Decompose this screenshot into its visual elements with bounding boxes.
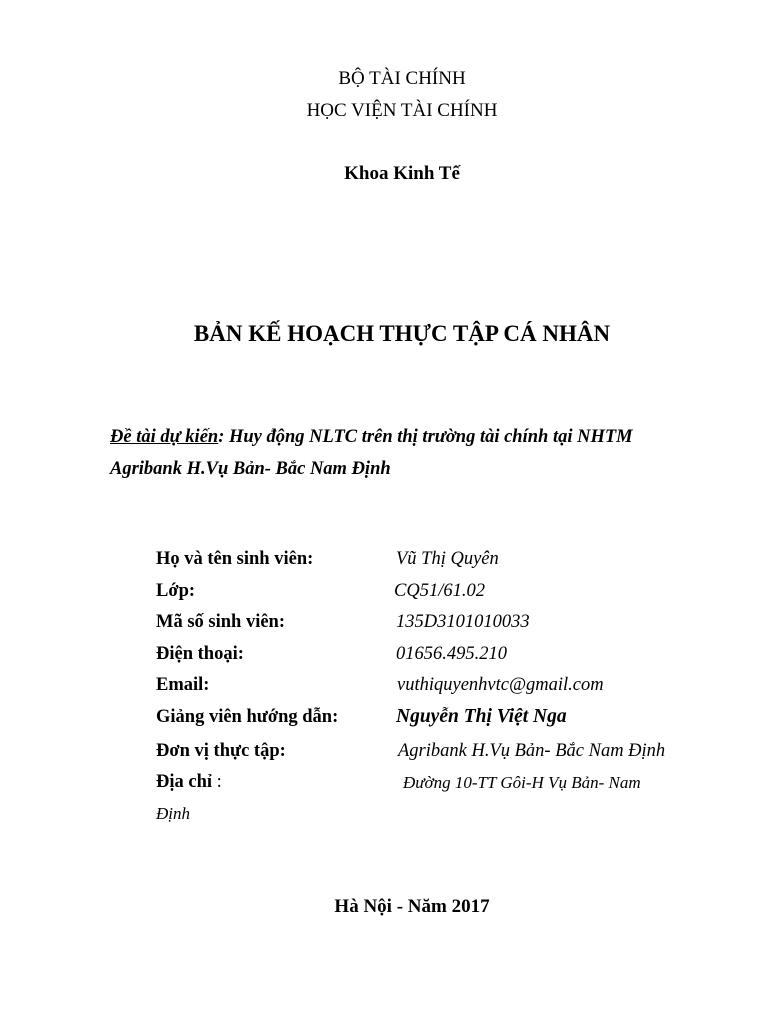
class-value: CQ51/61.02	[394, 581, 485, 601]
advisor-value: Nguyễn Thị Việt Nga	[396, 706, 567, 727]
document-title: BẢN KẾ HOẠCH THỰC TẬP CÁ NHÂN	[193, 321, 611, 346]
ministry-heading: BỘ TÀI CHÍNH	[338, 68, 466, 89]
name-value: Vũ Thị Quyên	[396, 549, 499, 569]
address-value-line-1: Đường 10-TT Gôi-H Vụ Bản- Nam	[403, 773, 641, 792]
class-label: Lớp:	[156, 581, 196, 601]
topic-block	[110, 421, 710, 485]
address-label-colon: :	[212, 772, 222, 792]
name-label: Họ và tên sinh viên:	[156, 549, 314, 569]
topic-text-line-2: Agribank H.Vụ Bản- Bắc Nam Định	[110, 459, 391, 479]
address-label	[156, 771, 222, 793]
phone-value: 01656.495.210	[396, 644, 507, 664]
topic-line-1	[110, 421, 710, 453]
faculty-heading: Khoa Kinh Tế	[344, 163, 460, 184]
topic-label: Đề tài dự kiến	[110, 427, 219, 447]
place-year-footer: Hà Nội - Năm 2017	[334, 896, 490, 917]
address-label-text: Địa chỉ	[156, 772, 213, 792]
email-label: Email:	[156, 675, 210, 695]
academy-heading: HỌC VIỆN TÀI CHÍNH	[306, 100, 498, 121]
topic-text-line-1: Huy động NLTC trên thị trường tài chính tại NHTM	[229, 427, 633, 447]
unit-value: Agribank H.Vụ Bản- Bắc Nam Định	[398, 741, 666, 761]
student-id-label: Mã số sinh viên:	[156, 612, 286, 632]
email-value: vuthiquyenhvtc@gmail.com	[397, 675, 604, 695]
phone-label: Điện thoại:	[156, 644, 244, 664]
student-id-value: 135D3101010033	[396, 612, 530, 632]
topic-separator: :	[218, 427, 229, 447]
address-value-line-2: Định	[156, 804, 190, 823]
advisor-label: Giảng viên hướng dẫn:	[156, 707, 339, 727]
unit-label: Đơn vị thực tập:	[156, 741, 286, 761]
